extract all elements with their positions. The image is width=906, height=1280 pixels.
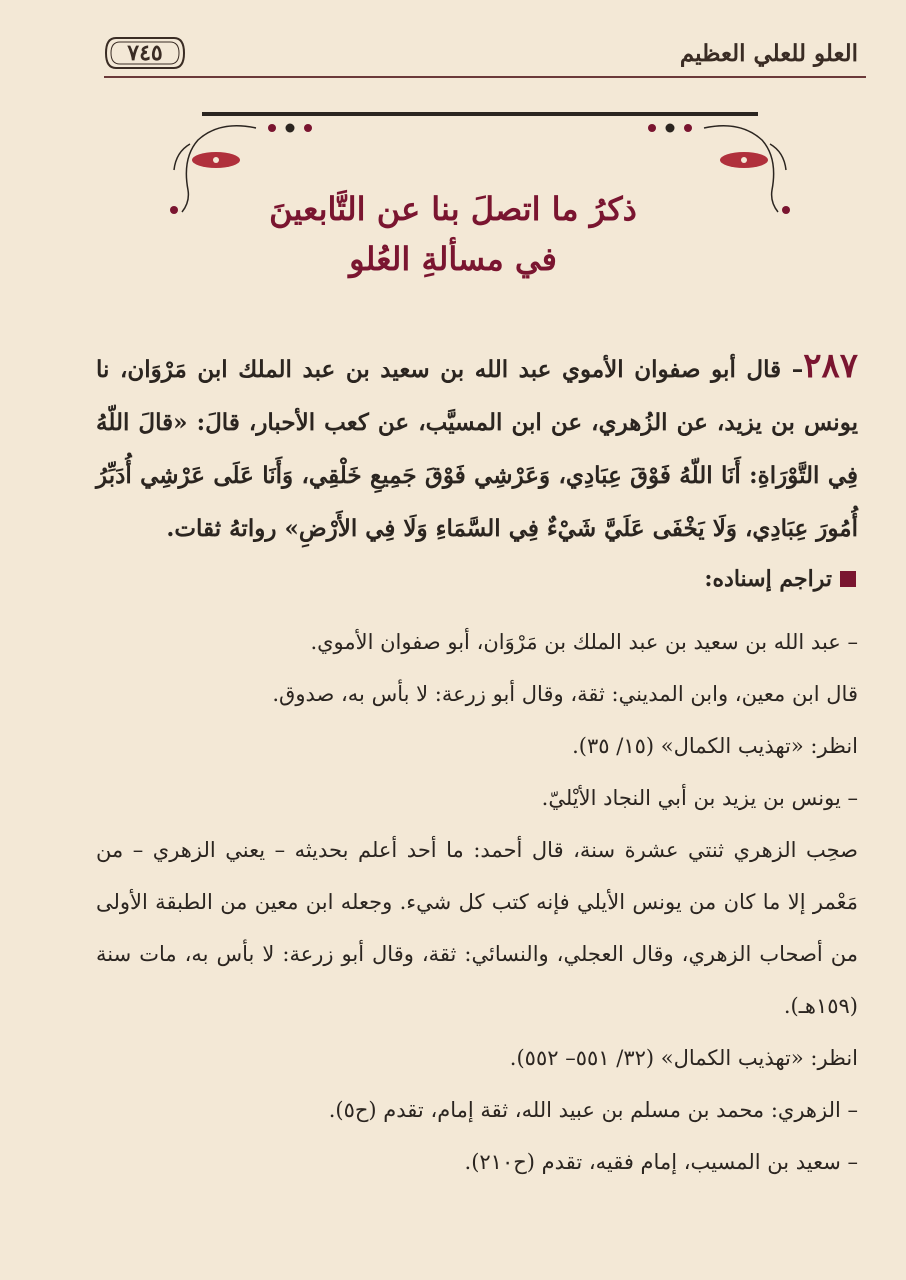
biography-line: – الزهري: محمد بن مسلم بن عبيد الله، ثقة إمام، تقدم (ح٥). — [328, 1098, 858, 1122]
running-title: العلو للعلي العظيم — [679, 40, 858, 67]
biography-line: قال ابن معين، وابن المديني: ثقة، وقال أبو زرعة: لا بأس به، صدوق. — [272, 682, 858, 706]
square-bullet-icon — [840, 571, 856, 587]
biography-paragraph: صحِب الزهري ثنتي عشرة سنة، قال أحمد: ما أحد أعلم بحديثه – يعني الزهري – من مَعْمر إلا ما كان من يونس الأيلي فإنه كتب كل شيء. وجعله ابن معين من الطبقة الأولى من أصحاب الزهري، وقال العجلي، والنسائي: ثقة، وقال أبو زرعة: لا بأس به، مات سنة (١٥٩هـ). — [96, 838, 858, 1018]
header-divider — [104, 76, 866, 78]
biography-line: – عبد الله بن سعيد بن عبد الملك بن مَرْوَان، أبو صفوان الأموي. — [310, 630, 858, 654]
hadith-text-block — [96, 340, 858, 555]
section-heading-label: تراجم إسناده: — [704, 566, 832, 592]
reference-line: انظر: «تهذيب الكمال» (٣٢/ ٥٥١– ٥٥٢). — [509, 1046, 858, 1070]
page-number: ٧٤٥ — [127, 40, 163, 66]
chapter-subtitle: في مسألةِ العُلو — [349, 240, 557, 278]
hadith-text: – قال أبو صفوان الأموي عبد الله بن سعيد بن عبد الملك ابن مَرْوَان، نا يونس بن يزيد، عن الزُهري، عن ابن المسيَّب، عن كعب الأحبار، قالَ: «قالَ اللّهُ فِي التَّوْرَاةِ: أَنَا اللّهُ فَوْقَ عِبَادِي، وَعَرْشِي فَوْقَ جَمِيعِ خَلْقِي، وَأَنَا عَلَى عَرْشِي أُدَبِّرُ أُمُورَ عِبَادِي، وَلَا يَخْفَى عَلَيَّ شَيْءٌ فِي السَّمَاءِ وَلَا فِي الأَرْضِ» رواتهُ ثقات. — [96, 356, 858, 542]
chapter-title: ذكرُ ما اتصلَ بنا عن التَّابعينَ — [269, 190, 637, 228]
hadith-number: ٢٨٧ — [803, 346, 858, 386]
narrator-biographies — [96, 616, 858, 1188]
biography-line: – سعيد بن المسيب، إمام فقيه، تقدم (ح٢١٠). — [464, 1150, 858, 1174]
section-heading — [704, 566, 856, 592]
reference-line: انظر: «تهذيب الكمال» (١٥/ ٣٥). — [572, 734, 858, 758]
page-number-frame — [104, 34, 186, 72]
biography-line: – يونس بن يزيد بن أبي النجاد الأيْليّ. — [541, 786, 858, 810]
